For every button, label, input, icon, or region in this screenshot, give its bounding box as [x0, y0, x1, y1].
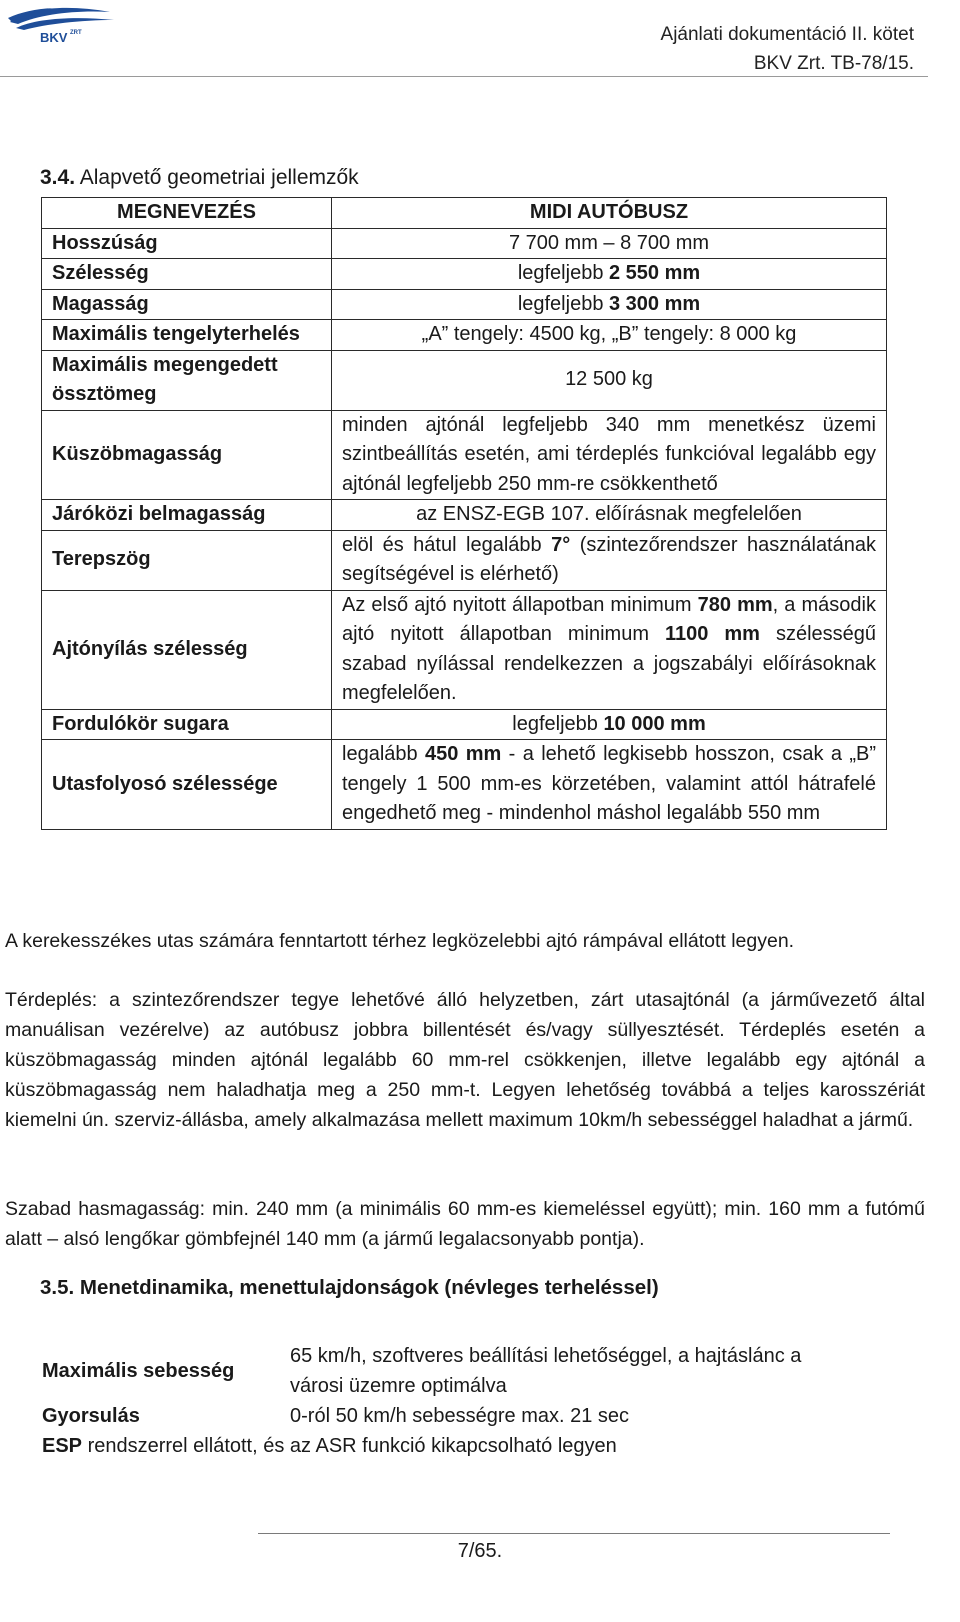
table-row — [42, 259, 887, 290]
row-label: Maximális tengelyterhelés — [42, 320, 332, 351]
row-label: Fordulókör sugara — [42, 709, 332, 740]
esp-requirement — [42, 1431, 617, 1461]
page-number: 7/65. — [457, 1540, 503, 1562]
row-label: Hosszúság — [42, 228, 332, 259]
table-row — [42, 590, 887, 709]
table-row — [42, 530, 887, 590]
table-row — [42, 740, 887, 830]
logo-text: BKV — [40, 30, 68, 44]
logo-superscript: ZRT — [70, 30, 82, 36]
footer-divider — [258, 1533, 890, 1534]
table-header-row — [42, 198, 887, 229]
row-label: Járóközi belmagasság — [42, 500, 332, 531]
row-label: Szélesség — [42, 259, 332, 290]
geometry-spec-table — [41, 197, 887, 830]
row-value: legalább 450 mm - a lehető legkisebb hosszon, csak a „B” tengely 1 500 mm-es körzetében, valamint attól hátrafelé engedhető meg - mindenhol máshol legalább 550 mm — [332, 740, 887, 830]
row-value: legfeljebb 10 000 mm — [332, 709, 887, 740]
document-header — [661, 20, 914, 78]
row-label: Terepszög — [42, 530, 332, 590]
paragraph-ramp: A kerekesszékes utas számára fenntartott térhez legközelebbi ajtó rámpával ellátott legyen. — [5, 930, 795, 952]
section-title: Menetdinamika, menettulajdonságok (névleges terheléssel) — [79, 1276, 659, 1299]
esp-text: rendszerrel ellátott, és az ASR funkció kikapcsolható legyen — [82, 1435, 617, 1457]
section-heading-3-5 — [40, 1276, 659, 1300]
table-row — [42, 228, 887, 259]
document-title: Ajánlati dokumentáció II. kötet — [660, 24, 914, 45]
max-speed-value-line1: 65 km/h, szoftveres beállítási lehetőséggel, a hajtáslánc a — [290, 1345, 802, 1367]
table-row — [42, 320, 887, 351]
row-value: 12 500 kg — [332, 350, 887, 410]
table-row — [42, 500, 887, 531]
table-row — [42, 410, 887, 500]
bkv-logo — [6, 4, 118, 44]
row-value: „A” tengely: 4500 kg, „B” tengely: 8 000 kg — [332, 320, 887, 351]
row-value: Az első ajtó nyitott állapotban minimum 780 mm, a második ajtó nyitott állapotban minimum 1100 mm szélességű szabad nyílással rendelkezzen a jogszabályi előírásoknak megfelelően. — [332, 590, 887, 709]
col-header-value: MIDI AUTÓBUSZ — [332, 198, 887, 229]
acceleration-label: Gyorsulás — [42, 1405, 140, 1427]
max-speed-label: Maximális sebesség — [42, 1360, 235, 1382]
max-speed-value-line2: városi üzemre optimálva — [290, 1375, 507, 1397]
row-label: Ajtónyílás szélesség — [42, 590, 332, 709]
row-value: minden ajtónál legfeljebb 340 mm menetkész üzemi szintbeállítás esetén, ami térdeplés funkcióval legalább egy ajtónál legfeljebb 250 mm-re csökkenthető — [332, 410, 887, 500]
esp-label: ESP — [42, 1435, 83, 1457]
row-value: 7 700 mm – 8 700 mm — [332, 228, 887, 259]
document-reference: BKV Zrt. TB-78/15. — [753, 53, 914, 74]
row-value: az ENSZ-EGB 107. előírásnak megfelelően — [332, 500, 887, 531]
row-value: legfeljebb 3 300 mm — [332, 289, 887, 320]
row-label: Maximális megengedett össztömeg — [42, 350, 332, 410]
row-label: Utasfolyosó szélessége — [42, 740, 332, 830]
paragraph-kneeling: Térdeplés: a szintezőrendszer tegye lehetővé álló helyzetben, zárt utasajtónál (a járművezető által manuálisan vezérelve) az autóbusz jobbra billentését és/vagy süllyesztését. Térdeplés esetén a küszöbmagasság minden ajtónál legalább 60 mm-rel csökkenjen, illetve legalább egy ajtónál a küszöbmagasság nem haladhatja meg a 250 mm-t. Legyen lehetőség továbbá a teljes karosszériát kiemelni ún. szerviz-állásba, amely alkalmazása mellett maximum 10km/h sebességgel haladhat a jármű. — [5, 989, 925, 1131]
bkv-logo-mark — [6, 4, 118, 44]
paragraph-ground-clearance: Szabad hasmagasság: min. 240 mm (a minimális 60 mm-es kiemeléssel együtt); min. 160 mm a futómű alatt – alsó lengőkar gömbfejnél 140 mm (a jármű legalacsonyabb pontja). — [5, 1198, 925, 1250]
table-row — [42, 709, 887, 740]
section-number: 3.5. — [40, 1276, 75, 1299]
table-row — [42, 289, 887, 320]
acceleration-value: 0-ról 50 km/h sebességre max. 21 sec — [290, 1405, 630, 1427]
section-heading-3-4 — [40, 166, 359, 190]
row-label: Magasság — [42, 289, 332, 320]
row-value: elöl és hátul legalább 7° (szintezőrendszer használatának segítségével is elérhető) — [332, 530, 887, 590]
row-label: Küszöbmagasság — [42, 410, 332, 500]
row-value: legfeljebb 2 550 mm — [332, 259, 887, 290]
max-speed-value — [290, 1341, 801, 1401]
col-header-label: MEGNEVEZÉS — [42, 198, 332, 229]
table-row — [42, 350, 887, 410]
header-divider — [0, 76, 928, 77]
section-number: 3.4. — [40, 166, 76, 189]
section-title: Alapvető geometriai jellemzők — [79, 166, 359, 189]
